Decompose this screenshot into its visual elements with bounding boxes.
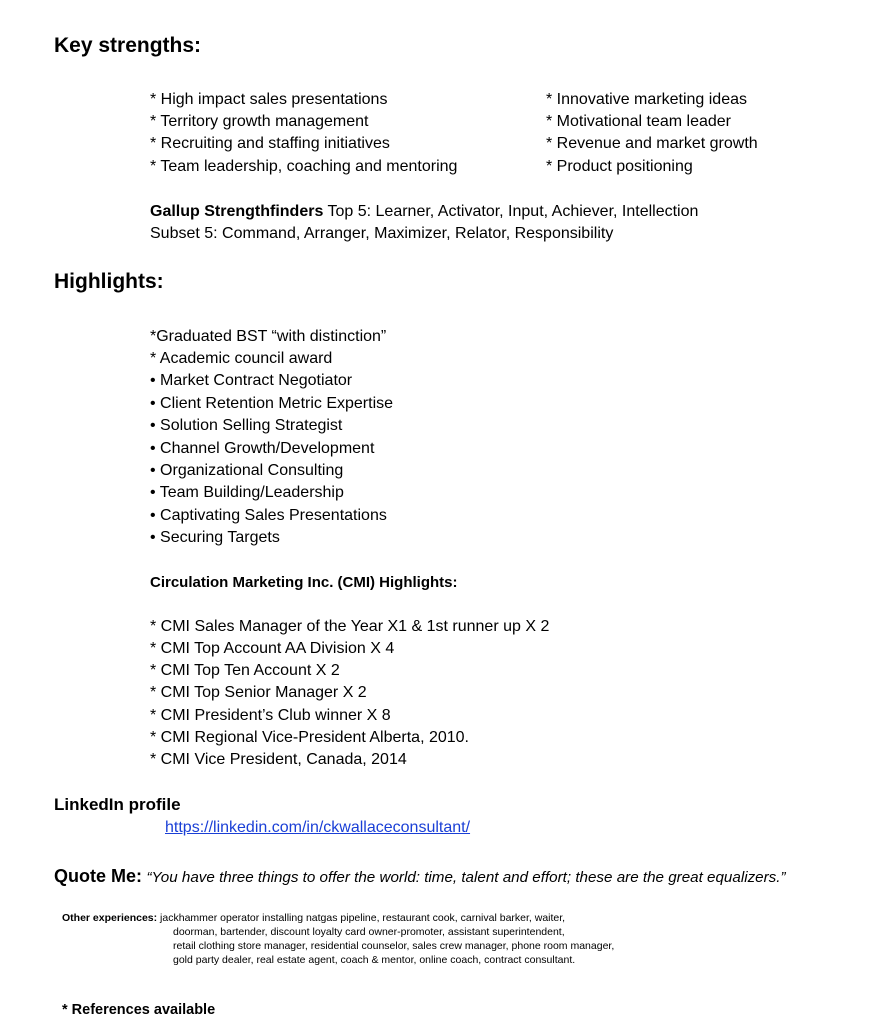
- key-strengths-heading: Key strengths:: [54, 34, 202, 57]
- linkedin-link[interactable]: https://linkedin.com/in/ckwallaceconsultant/: [165, 819, 471, 836]
- quote-text: “You have three things to offer the world: time, talent and effort; these are the great equalizers.”: [146, 869, 786, 886]
- quote-label: Quote Me:: [54, 866, 142, 886]
- list-item: • Channel Growth/Development: [150, 440, 375, 457]
- linkedin-heading: LinkedIn profile: [54, 795, 181, 814]
- list-item: * CMI Top Account AA Division X 4: [150, 640, 395, 657]
- list-item: * CMI President’s Club winner X 8: [150, 707, 391, 724]
- list-item: *Graduated BST “with distinction”: [150, 328, 387, 345]
- list-item: * High impact sales presentations: [150, 91, 388, 108]
- list-item: • Organizational Consulting: [150, 462, 344, 479]
- list-item: • Client Retention Metric Expertise: [150, 395, 394, 412]
- gallup-label: Gallup Strengthfinders: [150, 203, 324, 220]
- other-experiences-label: Other experiences:: [62, 912, 158, 924]
- list-item: * CMI Top Senior Manager X 2: [150, 684, 367, 701]
- highlights-heading: Highlights:: [54, 270, 164, 293]
- list-item: * Recruiting and staffing initiatives: [150, 135, 390, 152]
- list-item: * CMI Regional Vice-President Alberta, 2010.: [150, 729, 469, 746]
- list-item: * Team leadership, coaching and mentoring: [150, 158, 458, 175]
- list-item: * CMI Sales Manager of the Year X1 & 1st runner up X 2: [150, 618, 550, 635]
- list-item: • Market Contract Negotiator: [150, 372, 353, 389]
- gallup-top-text: Top 5: Learner, Activator, Input, Achiever, Intellection: [323, 203, 699, 220]
- list-item: • Captivating Sales Presentations: [150, 507, 387, 524]
- other-experiences-first-line: [62, 912, 565, 926]
- other-experiences-text: jackhammer operator installing natgas pipeline, restaurant cook, carnival barker, waiter,: [157, 912, 566, 924]
- other-experiences-line: retail clothing store manager, residential counselor, sales crew manager, phone room manager,: [173, 940, 615, 952]
- list-item: • Team Building/Leadership: [150, 484, 344, 501]
- quote-line: [54, 866, 786, 887]
- list-item: * CMI Top Ten Account X 2: [150, 662, 340, 679]
- list-item: * Motivational team leader: [546, 113, 731, 130]
- other-experiences-line: gold party dealer, real estate agent, coach & mentor, online coach, contract consultant.: [173, 954, 576, 966]
- list-item: * Academic council award: [150, 350, 333, 367]
- list-item: • Securing Targets: [150, 529, 280, 546]
- gallup-top-line: [150, 201, 698, 224]
- list-item: • Solution Selling Strategist: [150, 417, 343, 434]
- cmi-highlights-heading: Circulation Marketing Inc. (CMI) Highlights:: [150, 574, 458, 591]
- list-item: * Territory growth management: [150, 113, 369, 130]
- list-item: * Innovative marketing ideas: [546, 91, 747, 108]
- list-item: * Revenue and market growth: [546, 135, 758, 152]
- list-item: * CMI Vice President, Canada, 2014: [150, 751, 407, 768]
- other-experiences-line: doorman, bartender, discount loyalty card owner-promoter, assistant superintendent,: [173, 926, 565, 938]
- gallup-subset-line: Subset 5: Command, Arranger, Maximizer, Relator, Responsibility: [150, 225, 614, 242]
- list-item: * Product positioning: [546, 158, 693, 175]
- references-note: * References available: [62, 1002, 216, 1018]
